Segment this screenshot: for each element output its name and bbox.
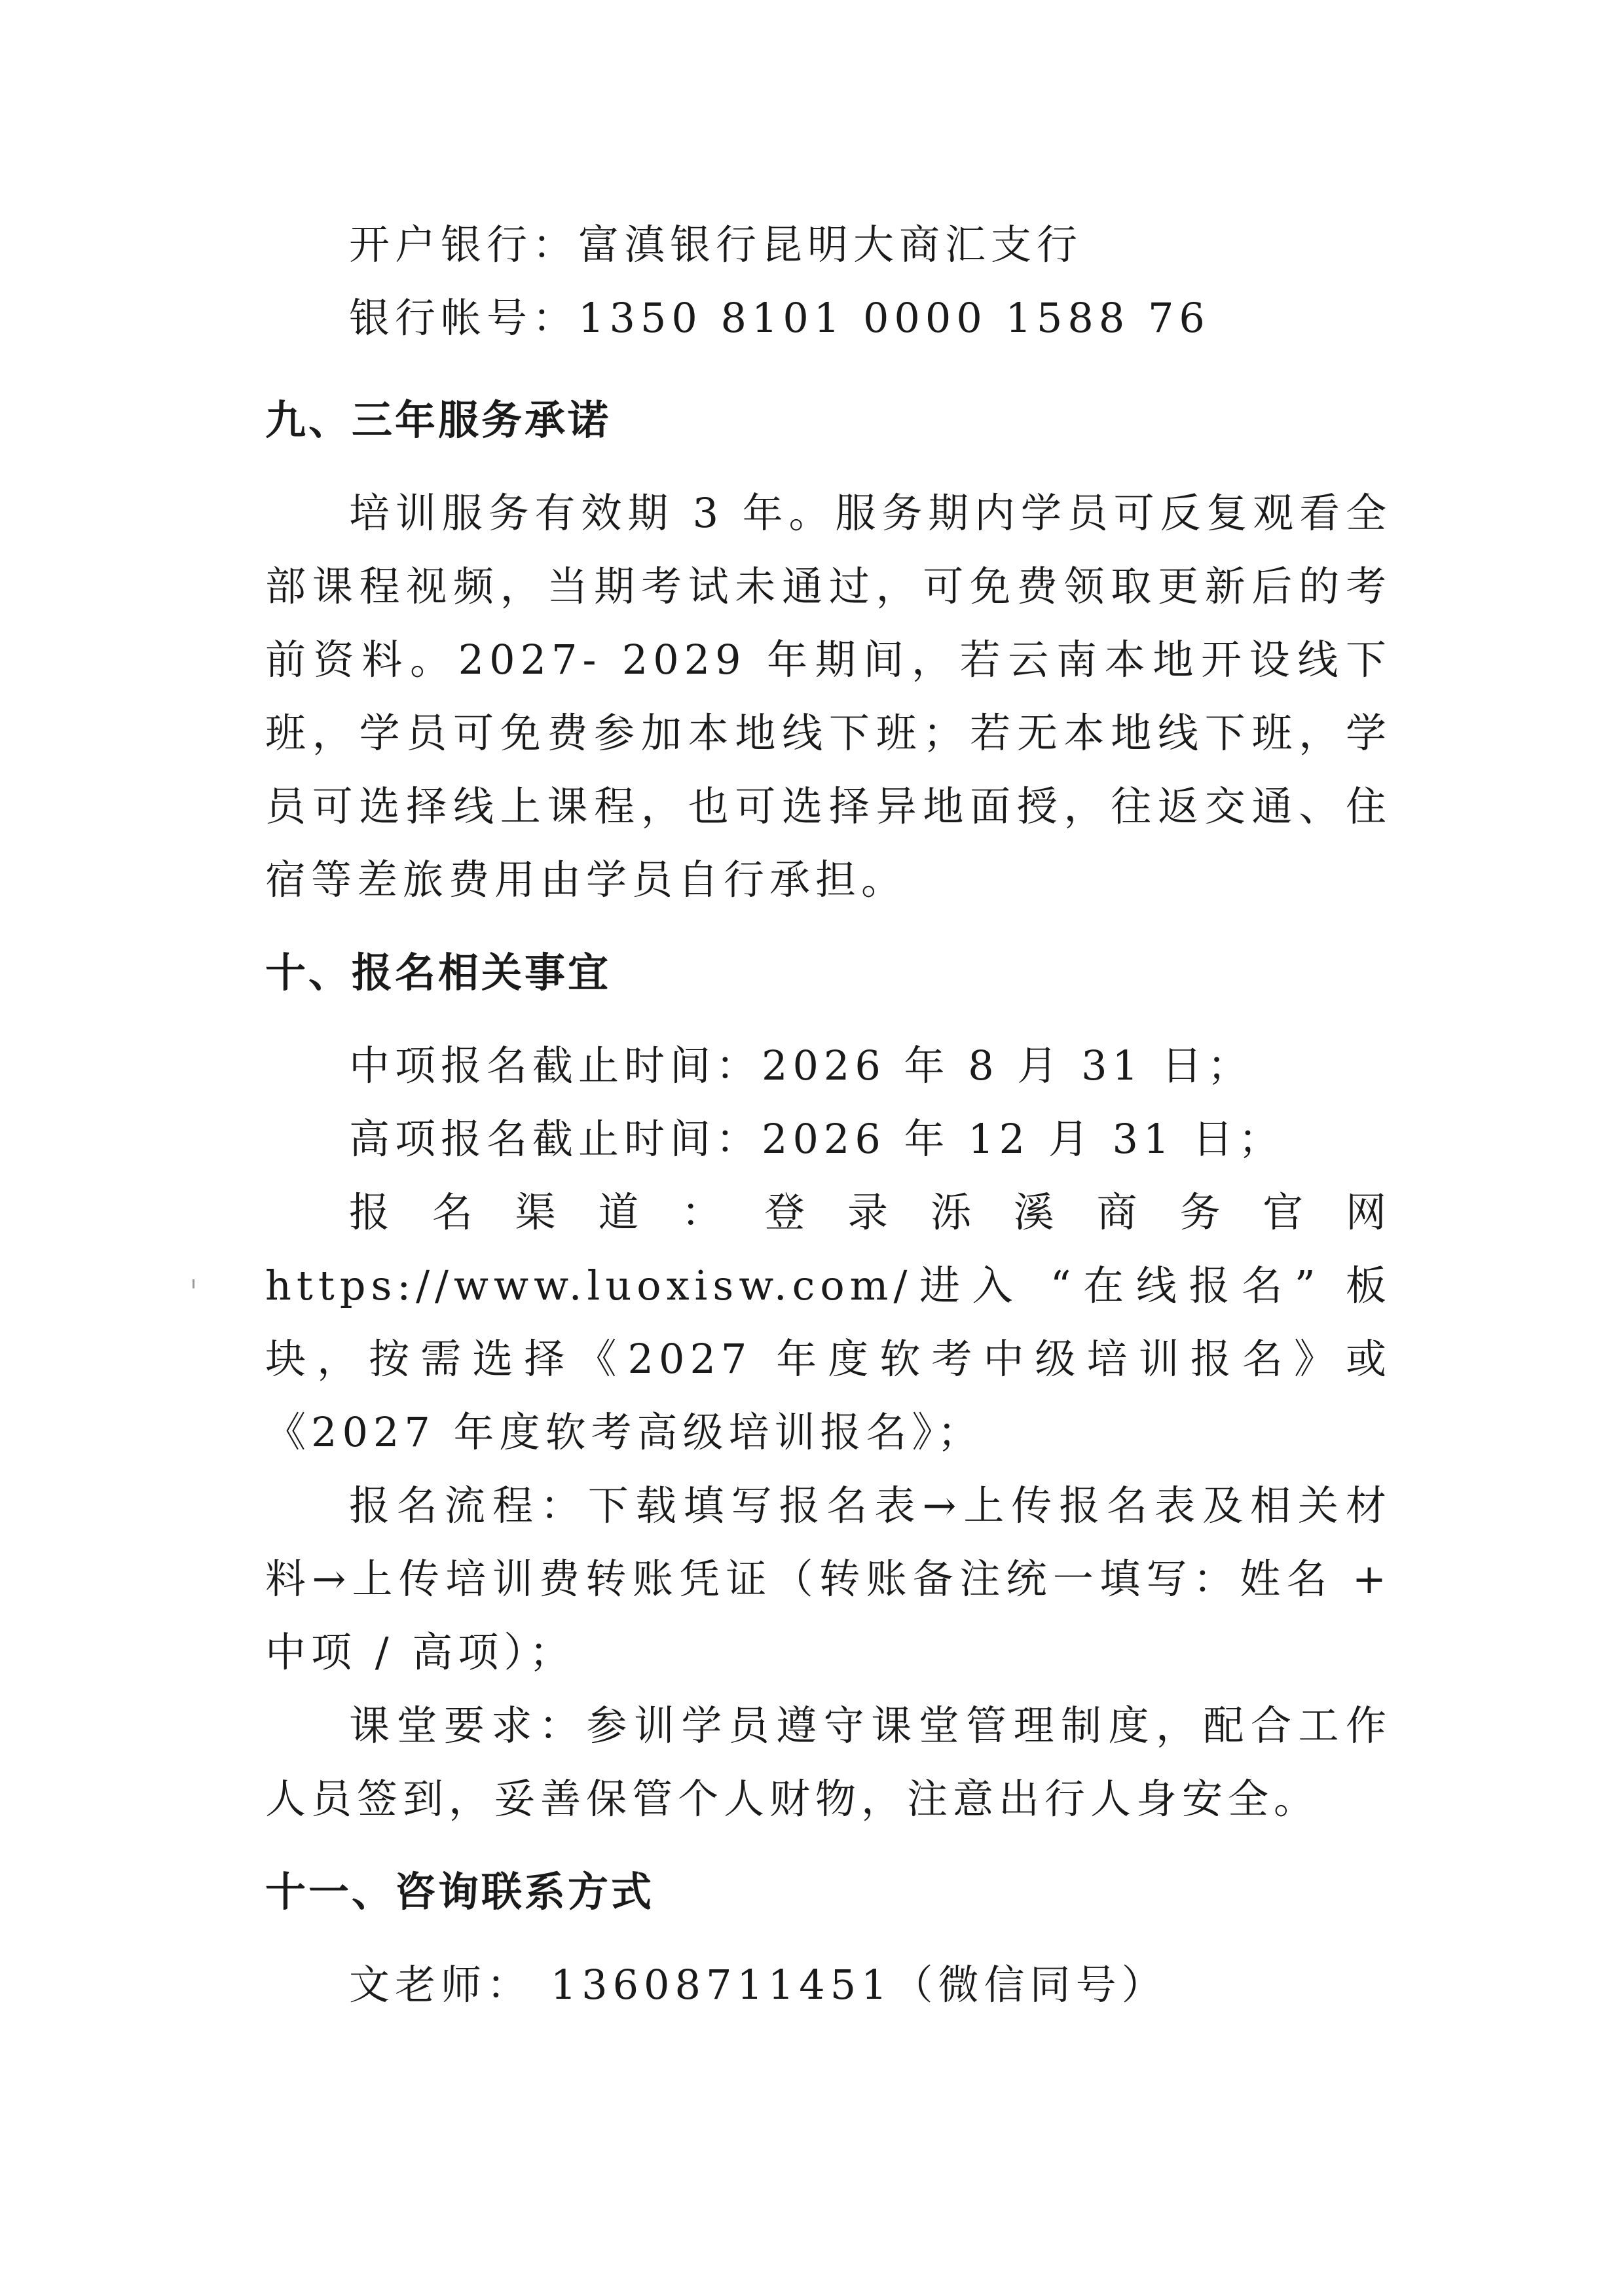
section-11-heading: 十一、咨询联系方式 bbox=[265, 1868, 655, 1916]
high-level-deadline: 高项报名截止时间：2026 年 12 月 31 日； bbox=[349, 1115, 1285, 1163]
section-9-paragraph: 培训服务有效期 3 年。服务期内学员可反复观看全部课程视频，当期考试未通过，可免费领取更新后的考前资料。2027- 2029 年期间，若云南本地开设线下班，学员可免费参加本地线下班；若无本地线下班，学员可选择线上课程，也可选择异地面授，往返交通、住宿等差旅费用由学员自行承担。 bbox=[265, 489, 1392, 903]
registration-channel: 报名渠道：登录泺溪商务官网 https://www.luoxisw.com/进入 “在线报名” 板块，按需选择《2027 年度软考中级培训报名》或《2027 年度软考高级培训报名》； bbox=[265, 1188, 1392, 1456]
bank-account-line: 银行帐号：1350 8101 0000 1588 76 bbox=[349, 294, 1210, 342]
section-10-heading: 十、报名相关事宜 bbox=[265, 949, 612, 996]
registration-process: 报名流程：下载填写报名表→上传报名表及相关材料→上传培训费转账凭证（转账备注统一填写：姓名 + 中项 / 高项）； bbox=[265, 1482, 1392, 1676]
classroom-requirements: 课堂要求：参训学员遵守课堂管理制度，配合工作人员签到，妥善保管个人财物，注意出行人身安全。 bbox=[265, 1702, 1392, 1823]
contact-line: 文老师： 13608711451（微信同号） bbox=[349, 1961, 1168, 2009]
section-9-heading: 九、三年服务承诺 bbox=[265, 396, 612, 444]
mid-level-deadline: 中项报名截止时间：2026 年 8 月 31 日； bbox=[349, 1042, 1253, 1089]
bank-name-line: 开户银行：富滇银行昆明大商汇支行 bbox=[349, 221, 1083, 268]
scan-artifact bbox=[193, 1279, 194, 1288]
page-content bbox=[265, 208, 1392, 2022]
